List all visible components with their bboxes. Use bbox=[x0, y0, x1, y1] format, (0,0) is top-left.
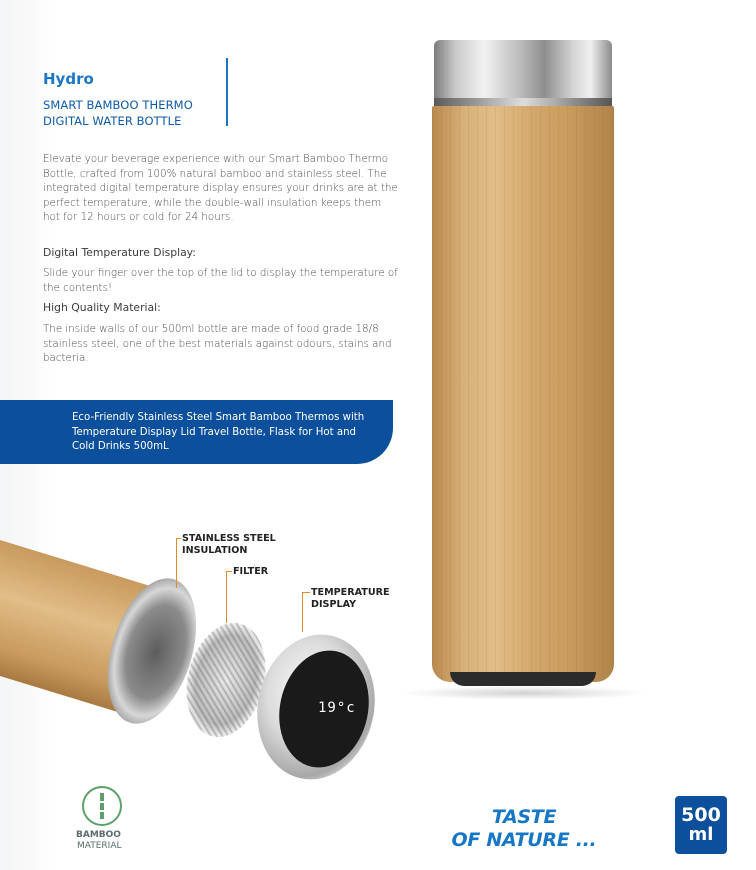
label-display-line1: TEMPERATURE bbox=[311, 587, 390, 598]
callout-tick-insulation bbox=[176, 538, 181, 539]
temperature-paragraph: Slide your finger over the top of the lid to display the temperature of the contents! bbox=[43, 267, 398, 294]
callout-line-display bbox=[302, 592, 303, 632]
bottle-cap-ring bbox=[434, 98, 612, 106]
material-label: MATERIAL bbox=[77, 841, 122, 851]
banner-text: Eco-Friendly Stainless Steel Smart Bamboo Thermos with Temperature Display Lid Travel Bottle, Flask for Hot and Cold Drinks 500mL bbox=[72, 412, 365, 452]
bottle-cap bbox=[434, 40, 612, 106]
material-paragraph: The inside walls of our 500ml bottle are made of food grade 18/8 stainless steel, one of the best materials against odours, stains and bacteria. bbox=[43, 323, 392, 364]
bottle-image bbox=[428, 40, 618, 690]
temperature-readout: 19°c bbox=[318, 700, 356, 716]
label-display-line2: DISPLAY bbox=[311, 599, 357, 610]
label-display bbox=[311, 587, 390, 611]
label-insulation-line1: STAINLESS STEEL bbox=[182, 533, 276, 544]
bamboo-label: BAMBOO bbox=[76, 830, 121, 840]
slogan-line2: OF NATURE ... bbox=[451, 829, 597, 851]
volume-unit: ml bbox=[688, 824, 714, 845]
bamboo-stalk bbox=[100, 793, 104, 819]
material-heading: High Quality Material: bbox=[43, 301, 161, 314]
product-title-line2: DIGITAL WATER BOTTLE bbox=[43, 114, 182, 128]
callout-line-filter bbox=[226, 571, 227, 623]
callout-tick-filter bbox=[226, 571, 232, 572]
label-insulation bbox=[182, 533, 276, 557]
bottle-bamboo-body bbox=[432, 106, 614, 682]
title-accent-bar bbox=[226, 58, 228, 126]
intro-paragraph: Elevate your beverage experience with our Smart Bamboo Thermo Bottle, crafted from 100% natural bamboo and stainless steel. The integrated digital temperature display ensures your drinks are at the perfect temperature, while the double-wall insulation keeps them hot for 12 hours or cold for 24 hours. bbox=[43, 153, 398, 223]
slogan-line1: TASTE bbox=[491, 806, 557, 828]
temperature-heading: Digital Temperature Display: bbox=[43, 246, 196, 259]
callout-tick-display bbox=[302, 592, 310, 593]
slogan bbox=[444, 806, 604, 852]
product-title-line1: SMART BAMBOO THERMO bbox=[43, 98, 193, 112]
label-insulation-line2: INSULATION bbox=[182, 545, 248, 556]
product-title bbox=[43, 97, 193, 129]
brand-name: Hydro bbox=[43, 70, 94, 88]
volume-number: 500 bbox=[681, 804, 721, 826]
bamboo-icon bbox=[82, 786, 122, 826]
bottle-base bbox=[450, 672, 596, 686]
label-filter: FILTER bbox=[233, 566, 269, 577]
callout-line-insulation bbox=[176, 538, 177, 588]
